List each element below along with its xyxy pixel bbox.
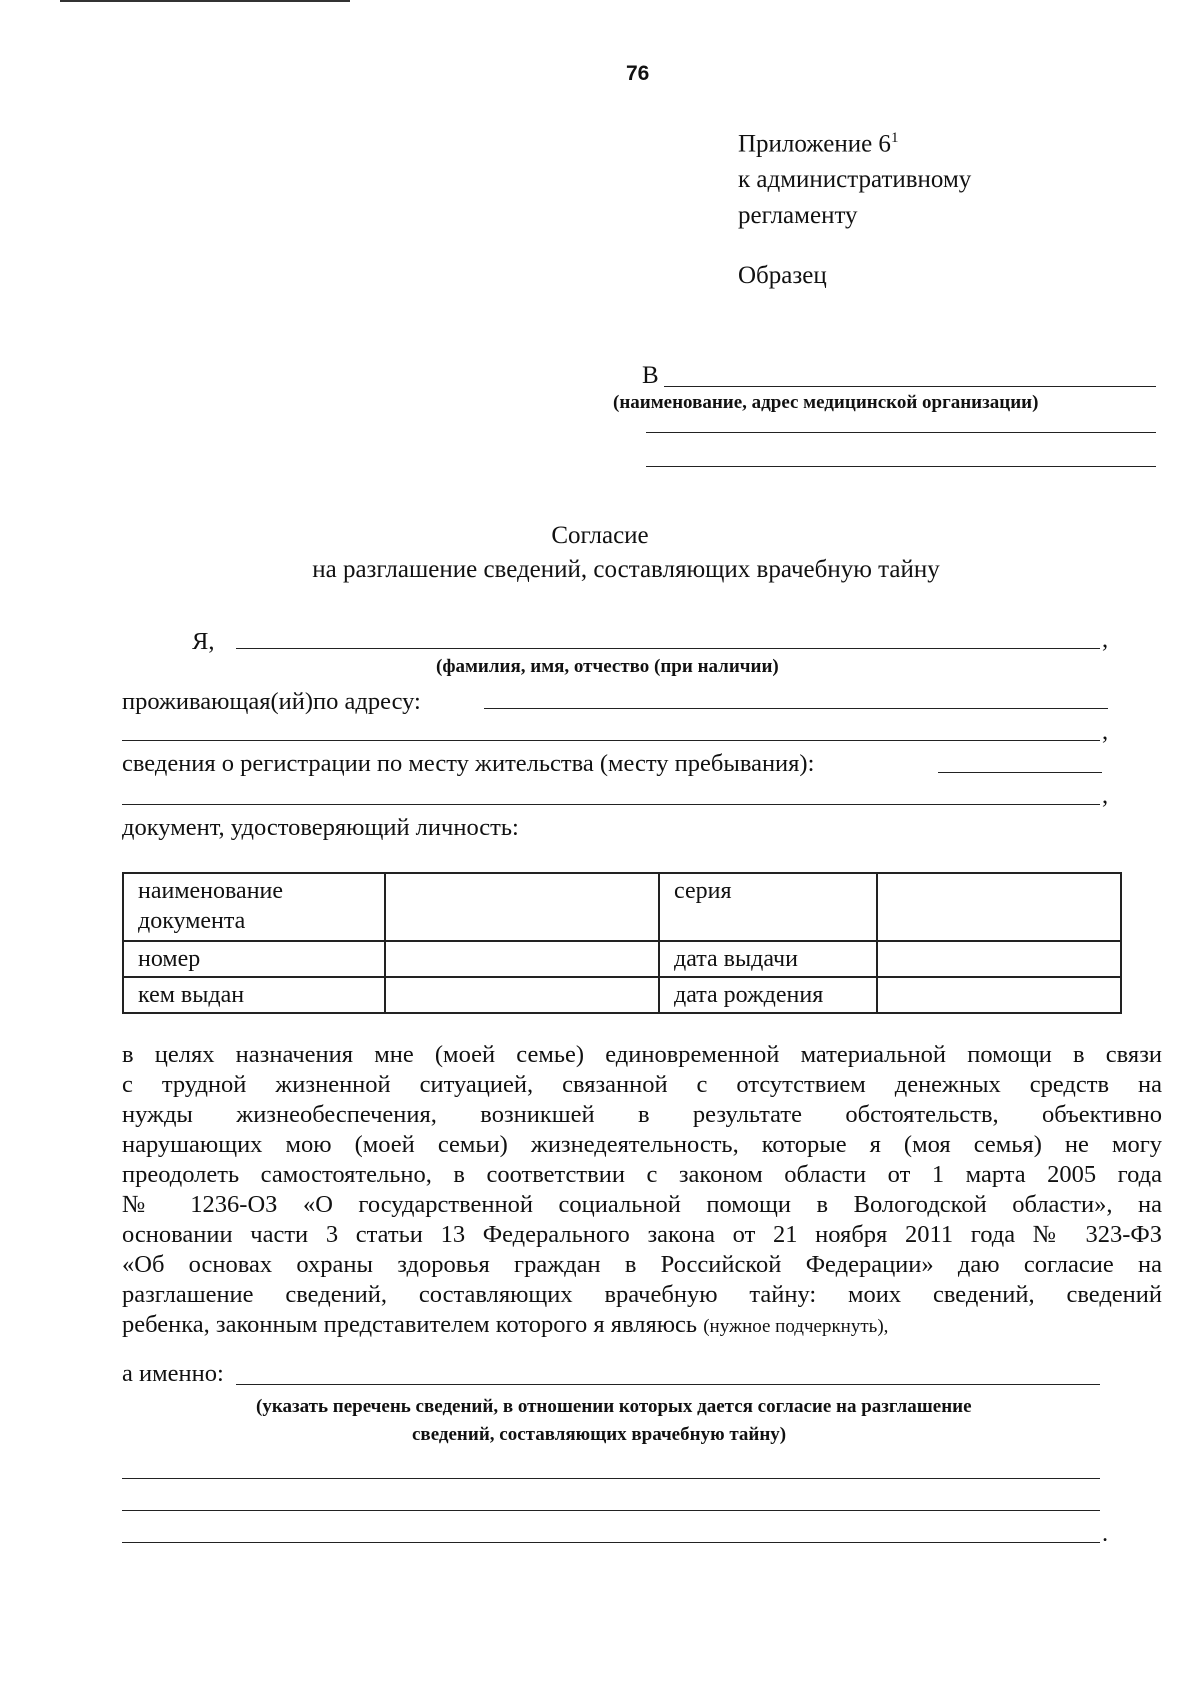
ya-label: Я, (192, 628, 215, 655)
table-cell-value[interactable] (877, 977, 1121, 1013)
appendix-title (738, 130, 898, 158)
appendix-superscript: 1 (890, 130, 899, 146)
namely-label: а именно: (122, 1360, 224, 1387)
appendix-line1: Приложение 6 (738, 130, 891, 158)
recipient-line-3[interactable] (646, 466, 1156, 467)
table-cell-label: дата рождения (659, 977, 877, 1013)
recipient-line-2[interactable] (646, 432, 1156, 433)
registration-label: сведения о регистрации по месту жительства (месту пребывания): (122, 750, 815, 777)
fio-line[interactable] (236, 648, 1100, 649)
table-cell-value[interactable] (877, 941, 1121, 977)
table-cell-value[interactable] (385, 873, 659, 941)
recipient-line-1[interactable] (664, 386, 1156, 387)
table-row (123, 941, 1121, 977)
table-row (123, 873, 1121, 941)
sample-label: Образец (738, 262, 827, 289)
table-row (123, 977, 1121, 1013)
document-label: документ, удостоверяющий личность: (122, 814, 519, 841)
paragraph-line: разглашение сведений, составляющих врачебную тайну: моих сведений, сведений (122, 1281, 1162, 1308)
table-cell-value[interactable] (877, 873, 1121, 941)
paragraph-line: с трудной жизненной ситуацией, связанной с отсутствием денежных средств на (122, 1071, 1162, 1098)
paragraph-line: основании части 3 статьи 13 Федерального закона от 21 ноября 2011 года № 323-ФЗ (122, 1221, 1162, 1248)
paragraph-line: в целях назначения мне (моей семье) единовременной материальной помощи в связи (122, 1041, 1162, 1068)
table-cell-label: серия (659, 873, 877, 941)
address-line-2[interactable] (122, 740, 1100, 741)
details-line-1[interactable] (122, 1478, 1100, 1479)
paragraph-line: нужды жизнеобеспечения, возникшей в результате обстоятельств, объективно (122, 1101, 1162, 1128)
paragraph-line: нарушающих мою (моей семьи) жизнедеятельность, которые я (моя семья) не могу (122, 1131, 1162, 1158)
address-label: проживающая(ий)по адресу: (122, 688, 421, 715)
paragraph-line: № 1236-ОЗ «О государственной социальной помощи в Вологодской области», на (122, 1191, 1162, 1218)
table-cell-label: кем выдан (123, 977, 385, 1013)
fio-comma: , (1102, 626, 1109, 653)
recipient-prefix: В (642, 362, 659, 389)
address-comma: , (1102, 718, 1109, 745)
table-cell-label: наименование документа (123, 873, 385, 941)
recipient-caption: (наименование, адрес медицинской организации) (613, 392, 1039, 413)
title-line1: Согласие (551, 522, 649, 549)
fio-caption: (фамилия, имя, отчество (при наличии) (436, 656, 779, 677)
namely-caption-1: (указать перечень сведений, в отношении которых дается согласие на разглашение (256, 1396, 972, 1417)
appendix-line3: регламенту (738, 202, 858, 229)
details-line-3[interactable] (122, 1542, 1100, 1543)
page-number: 76 (626, 62, 650, 85)
registration-line-2[interactable] (122, 804, 1100, 805)
paragraph-last-line (122, 1310, 1162, 1340)
registration-comma: , (1102, 782, 1109, 809)
namely-line[interactable] (236, 1384, 1100, 1385)
top-rule (60, 0, 350, 2)
table-cell-label: дата выдачи (659, 941, 877, 977)
table-cell-value[interactable] (385, 977, 659, 1013)
title-line2: на разглашение сведений, составляющих врачебную тайну (312, 556, 940, 583)
identity-document-table (122, 872, 1122, 1014)
final-period: . (1102, 1520, 1109, 1547)
paragraph-line-main: ребенка, законным представителем которого я являюсь (122, 1311, 698, 1338)
consent-paragraph (122, 1040, 1162, 1340)
address-line-1[interactable] (484, 708, 1108, 709)
table-cell-label: номер (123, 941, 385, 977)
paragraph-line: «Об основах охраны здоровья граждан в Российской Федерации» даю согласие на (122, 1251, 1162, 1278)
registration-line-1[interactable] (938, 772, 1102, 773)
table-cell-value[interactable] (385, 941, 659, 977)
appendix-line2: к административному (738, 166, 972, 193)
underline-note: (нужное подчеркнуть), (703, 1316, 889, 1337)
details-line-2[interactable] (122, 1510, 1100, 1511)
paragraph-line: преодолеть самостоятельно, в соответствии с законом области от 1 марта 2005 года (122, 1161, 1162, 1188)
namely-caption-2: сведений, составляющих врачебную тайну) (412, 1424, 787, 1445)
